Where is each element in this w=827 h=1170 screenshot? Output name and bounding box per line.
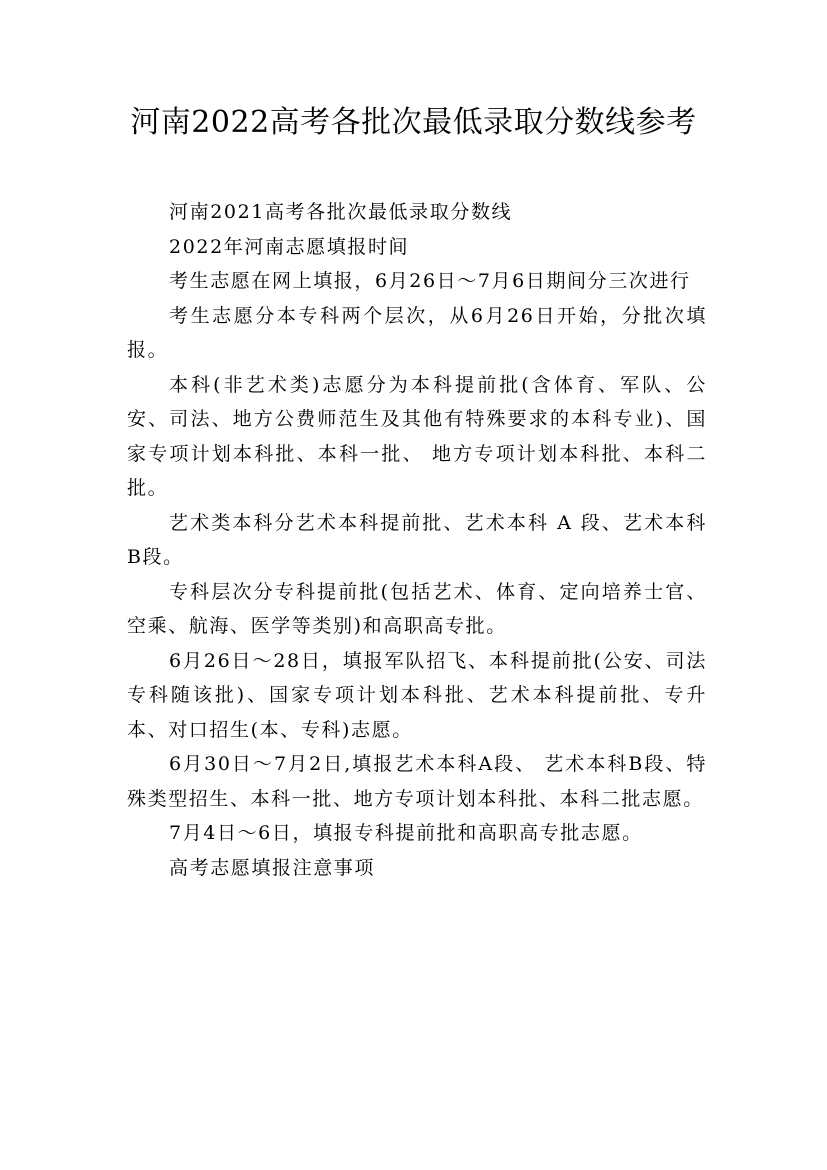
paragraph: 7月4日～6日，填报专科提前批和高职高专批志愿。 <box>169 822 643 844</box>
paragraph: 6月26日～28日，填报军队招飞、本科提前批(公安、司法专科随该批)、国家专项计划本科批、艺术本科提前批、专升本、对口招生(本、专科)志愿。 <box>127 649 707 741</box>
paragraph: 本科(非艺术类)志愿分为本科提前批(含体育、军队、公安、司法、地方公费师范生及其他有特殊要求的本科专业)、国家专项计划本科批、本科一批、 地方专项计划本科批、本科二批。 <box>127 373 707 499</box>
paragraph: 2022年河南志愿填报时间 <box>169 235 410 258</box>
paragraph: 6月30日～7月2日,填报艺术本科A段、 艺术本科B段、特殊类型招生、本科一批、地方专项计划本科批、本科二批志愿。 <box>127 753 707 810</box>
document-title: 河南2022高考各批次最低录取分数线参考 <box>130 105 697 140</box>
paragraph: 高考志愿填报注意事项 <box>169 856 376 879</box>
paragraph: 艺术类本科分艺术本科提前批、艺术本科 A 段、艺术本科B段。 <box>127 511 707 568</box>
paragraph: 河南2021高考各批次最低录取分数线 <box>169 201 513 223</box>
document-body <box>127 195 707 885</box>
paragraph: 考生志愿在网上填报，6月26日～7月6日期间分三次进行 <box>169 270 691 292</box>
paragraph: 专科层次分专科提前批(包括艺术、体育、定向培养士官、空乘、航海、医学等类别)和高职高专批。 <box>127 580 707 637</box>
paragraph: 考生志愿分本专科两个层次，从6月26日开始，分批次填报。 <box>127 304 707 361</box>
